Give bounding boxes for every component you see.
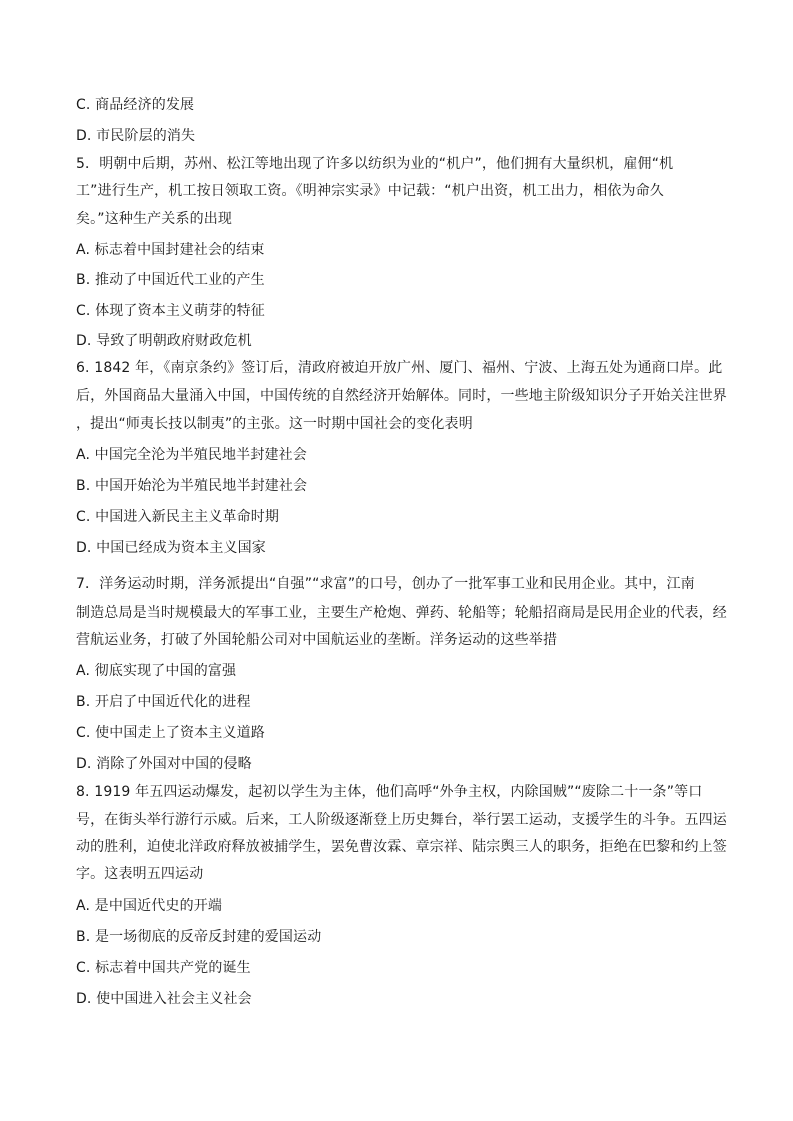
- q8-stem-line-1: 8. 1919 年五四运动爆发，起初以学生为主体，他们高呼“外争主权，内除国贼”“废除二十一条”等口: [76, 784, 703, 800]
- q7-option-b: B. 开启了中国近代化的进程: [76, 694, 251, 710]
- q7-stem-line-2: 制造总局是当时规模最大的军事工业，主要生产枪炮、弹药、轮船等；轮船招商局是民用企业的代表，经: [76, 605, 727, 621]
- q6-option-d: D. 中国已经成为资本主义国家: [76, 540, 266, 556]
- q5-option-d: D. 导致了明朝政府财政危机: [76, 333, 252, 349]
- q5-option-b: B. 推动了中国近代工业的产生: [76, 272, 265, 288]
- q5-option-c: C. 体现了资本主义萌芽的特征: [76, 303, 265, 319]
- q8-option-a: A. 是中国近代史的开端: [76, 898, 223, 914]
- q5-stem-line-2: 工”进行生产，机工按日领取工资。《明神宗实录》中记载：“机户出资，机工出力，相依为命久: [76, 183, 664, 199]
- q4-option-c: C. 商品经济的发展: [76, 97, 195, 113]
- q6-option-b: B. 中国开始沦为半殖民地半封建社会: [76, 478, 308, 494]
- q6-stem-line-2: 后，外国商品大量涌入中国，中国传统的自然经济开始解体。同时，一些地主阶级知识分子开始关注世界: [76, 388, 727, 404]
- q5-stem-line-1: 5．明朝中后期，苏州、松江等地出现了许多以纺织为业的“机户”，他们拥有大量织机，雇佣“机: [76, 156, 674, 172]
- q6-option-c: C. 中国进入新民主主义革命时期: [76, 509, 280, 525]
- q8-stem-line-4: 字。这表明五四运动: [76, 866, 204, 882]
- q7-option-d: D. 消除了外国对中国的侵略: [76, 756, 252, 772]
- q8-option-d: D. 使中国进入社会主义社会: [76, 991, 252, 1007]
- q4-option-d: D. 市民阶层的消失: [76, 128, 196, 144]
- q5-stem-line-3: 矣。”这种生产关系的出现: [76, 211, 233, 227]
- q5-option-a: A. 标志着中国封建社会的结束: [76, 242, 265, 258]
- q7-stem-line-1: 7．洋务运动时期，洋务派提出“自强”“求富”的口号，创办了一批军事工业和民用企业。其中，江南: [76, 576, 695, 592]
- q8-option-c: C. 标志着中国共产党的诞生: [76, 960, 251, 976]
- q6-stem-line-3: ，提出“师夷长技以制夷”的主张。这一时期中国社会的变化表明: [76, 416, 473, 432]
- q7-stem-line-3: 营航运业务，打破了外国轮船公司对中国航运业的垄断。洋务运动的这些举措: [76, 632, 558, 648]
- q6-stem-line-1: 6. 1842 年，《南京条约》签订后，清政府被迫开放广州、厦门、福州、宁波、上海五处为通商口岸。此: [76, 360, 723, 376]
- q7-option-a: A. 彻底实现了中国的富强: [76, 663, 237, 679]
- q7-option-c: C. 使中国走上了资本主义道路: [76, 725, 265, 741]
- q8-option-b: B. 是一场彻底的反帝反封建的爱国运动: [76, 929, 322, 945]
- q8-stem-line-2: 号，在街头举行游行示威。后来，工人阶级逐渐登上历史舞台，举行罢工运动，支援学生的斗争。五四运: [76, 812, 727, 828]
- q8-stem-line-3: 动的胜利，迫使北洋政府释放被捕学生，罢免曹汝霖、章宗祥、陆宗舆三人的职务，拒绝在巴黎和约上签: [76, 839, 727, 855]
- q6-option-a: A. 中国完全沦为半殖民地半封建社会: [76, 447, 307, 463]
